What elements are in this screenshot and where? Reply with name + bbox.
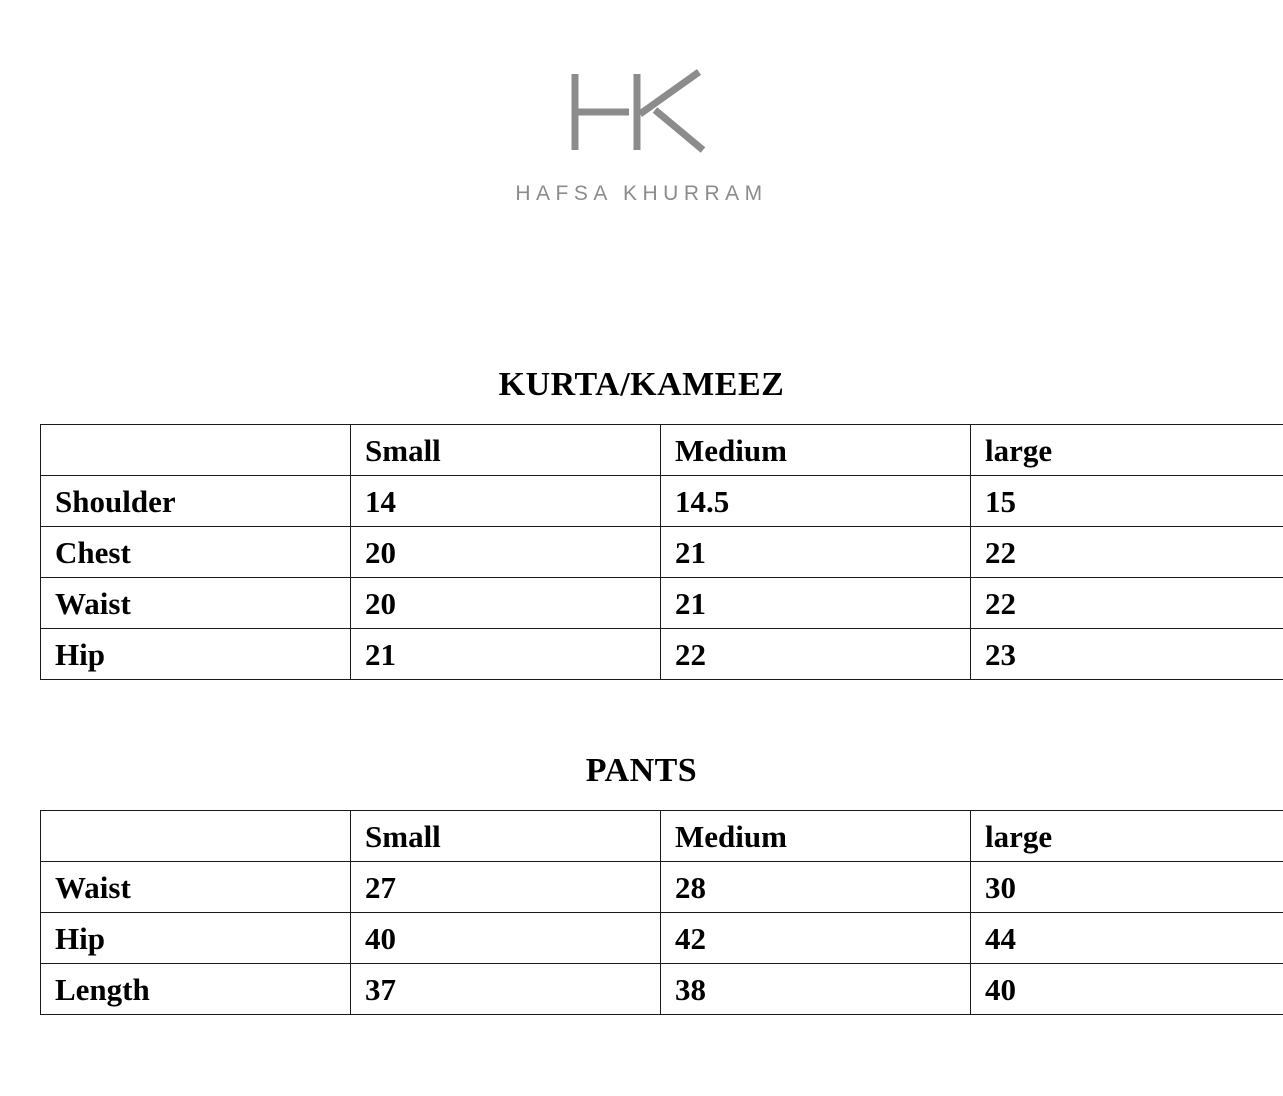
table-row [41, 527, 1283, 578]
row-value-large: 23 [971, 629, 1283, 680]
row-label: Hip [41, 913, 351, 964]
table-row [41, 913, 1283, 964]
row-value-medium: 14.5 [661, 476, 971, 527]
table-row [41, 964, 1283, 1015]
column-header-corner [41, 811, 351, 862]
row-value-large: 40 [971, 964, 1283, 1015]
row-value-medium: 38 [661, 964, 971, 1015]
table-row [41, 578, 1283, 629]
row-label: Chest [41, 527, 351, 578]
table-row [41, 862, 1283, 913]
row-value-medium: 21 [661, 527, 971, 578]
hk-monogram-icon [567, 62, 717, 162]
column-header-medium: Medium [661, 811, 971, 862]
column-header-large: large [971, 425, 1283, 476]
table-header-row [41, 425, 1283, 476]
kurta-section-title: KURTA/KAMEEZ [498, 366, 785, 403]
column-header-medium: Medium [661, 425, 971, 476]
row-value-large: 15 [971, 476, 1283, 527]
pants-section-title: PANTS [585, 752, 698, 789]
kurta-size-table [40, 424, 1283, 680]
row-value-large: 30 [971, 862, 1283, 913]
row-value-small: 21 [351, 629, 661, 680]
row-value-small: 37 [351, 964, 661, 1015]
row-value-small: 27 [351, 862, 661, 913]
row-label: Length [41, 964, 351, 1015]
row-value-small: 40 [351, 913, 661, 964]
row-value-large: 22 [971, 578, 1283, 629]
table-row [41, 476, 1283, 527]
brand-header [0, 0, 1283, 206]
column-header-small: Small [351, 425, 661, 476]
column-header-small: Small [351, 811, 661, 862]
row-value-medium: 22 [661, 629, 971, 680]
kurta-size-table-wrap [0, 424, 1283, 680]
row-label: Waist [41, 578, 351, 629]
row-value-medium: 42 [661, 913, 971, 964]
row-value-medium: 28 [661, 862, 971, 913]
row-value-small: 20 [351, 527, 661, 578]
table-row [41, 629, 1283, 680]
table-header-row [41, 811, 1283, 862]
row-value-small: 20 [351, 578, 661, 629]
pants-size-table-wrap [0, 810, 1283, 1015]
row-label: Waist [41, 862, 351, 913]
row-label: Hip [41, 629, 351, 680]
row-value-small: 14 [351, 476, 661, 527]
brand-wordmark: HAFSA KHURRAM [515, 182, 768, 205]
column-header-corner [41, 425, 351, 476]
column-header-large: large [971, 811, 1283, 862]
pants-size-table [40, 810, 1283, 1015]
row-label: Shoulder [41, 476, 351, 527]
row-value-large: 44 [971, 913, 1283, 964]
row-value-large: 22 [971, 527, 1283, 578]
row-value-medium: 21 [661, 578, 971, 629]
